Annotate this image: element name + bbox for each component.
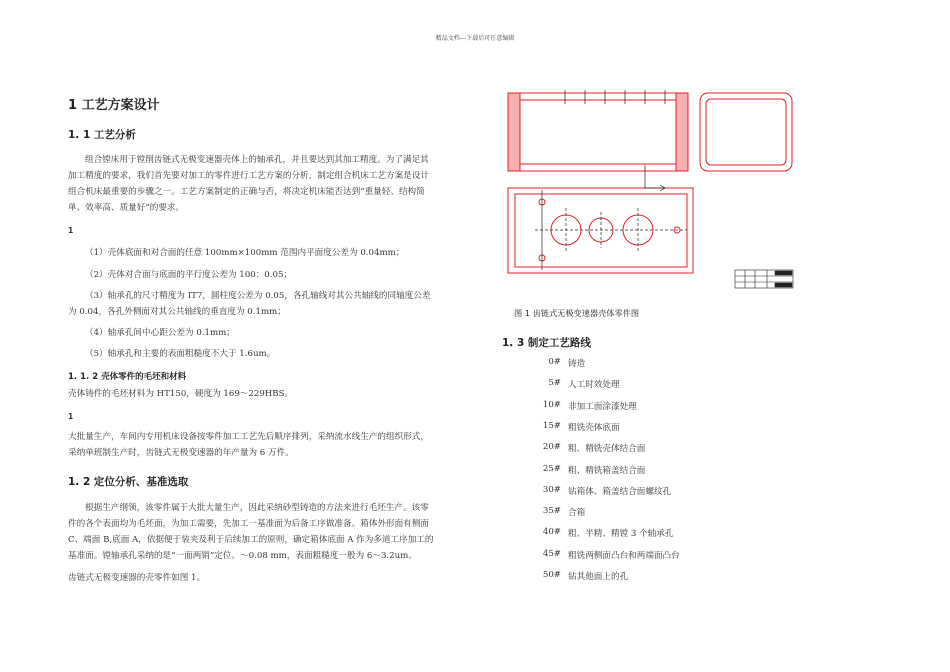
step-code: 5# — [548, 378, 561, 389]
process-step — [535, 378, 795, 398]
step-code: 25# — [542, 463, 561, 474]
process-step — [535, 442, 795, 462]
process-step — [535, 570, 795, 590]
process-step — [535, 357, 795, 377]
paragraph-line: 单、效率高、质量好”的要求。 — [68, 203, 185, 213]
process-step — [535, 464, 795, 484]
step-code: 10# — [542, 399, 561, 410]
process-step — [535, 400, 795, 420]
step-description: 铸造 — [568, 359, 586, 369]
part-drawing — [505, 90, 795, 290]
paragraph-line: 组合机床最重要的步骤之一。工艺方案制定的正确与否，将决定机床能否达到“重量轻、结构简 — [68, 187, 425, 197]
side-view-outline — [700, 93, 792, 171]
section-title: 1 工艺方案设计 — [68, 98, 160, 113]
page-header: 精品文档---下载后可任意编辑 — [435, 35, 515, 42]
step-code: 30# — [542, 484, 561, 495]
paragraph-line: 加工精度的要求，我们首先要对加工的零件进行工艺方案的分析，制定组合机床工艺方案是设计 — [68, 171, 429, 181]
positioning-paragraph: 件的各个表面均为毛坯面，为加工需要，先加工一基准面为后备工序做准备。箱体外形面有侧面 — [68, 519, 429, 529]
process-step — [535, 527, 795, 547]
process-step — [535, 506, 795, 526]
step-code: 35# — [542, 506, 561, 517]
requirement-item-cont: 为 0.04，各孔外侧面对其公共轴线的垂直度为 0.1mm； — [68, 307, 286, 317]
step-description: 粗铣壳体底面 — [568, 422, 620, 433]
positioning-paragraph: 根据生产纲领，该零件属于大批大量生产，因此采纳砂型铸造的方法来进行毛坯生产。该零 — [85, 503, 429, 513]
process-step — [535, 485, 795, 505]
marker: 1 — [68, 226, 74, 235]
batch-paragraph: 大批量生产，车间内专用机床设备按零件加工工艺先后顺序排列，采纳流水线生产的组织形式， — [68, 432, 429, 442]
marker: 1 — [68, 412, 74, 421]
step-description: 粗、半精、精镗 3 个轴承孔 — [568, 529, 674, 540]
requirement-item: （2）壳体对合面与底面的平行度公差为 100：0.05； — [85, 270, 293, 280]
step-description: 粗、精铣箱盖结合面 — [568, 465, 646, 476]
requirement-item: （4）轴承孔间中心距公差为 0.1mm； — [85, 328, 235, 338]
requirement-item: （3）轴承孔的尺寸精度为 IT7，圆柱度公差为 0.05，各孔轴线对其公共轴线的同轴度公差 — [85, 291, 431, 301]
bottom-view-outline — [508, 188, 693, 273]
process-step — [535, 421, 795, 441]
figure-caption: 图 1 齿链式无极变速器壳体零件图 — [514, 308, 640, 318]
subsection-title-1-1-2: 1. 1. 2 壳体零件的毛坯和材料 — [68, 372, 187, 382]
step-description: 合箱 — [568, 508, 586, 519]
step-description: 人工时效处理 — [568, 380, 620, 391]
paragraph-line: 组合镗床用于镗削齿链式无极变速器壳体上的轴承孔，并且要达到其加工精度。为了满足其 — [85, 155, 429, 165]
batch-paragraph: 采纳单班制生产时，齿链式无极变速器的年产量为 6 万件。 — [68, 448, 294, 458]
subsection-title-1-2: 1. 2 定位分析、基准选取 — [68, 476, 189, 488]
step-code: 20# — [542, 442, 561, 453]
step-code: 50# — [542, 570, 561, 580]
positioning-paragraph: 基准面。镗轴承孔采纳的是“一面两销”定位。～0.08 mm，表面粗糙度一般为 6～3.2um。 — [68, 551, 417, 561]
step-code: 0# — [548, 357, 561, 367]
step-description: 钻箱体、箱盖结合面螺纹孔 — [568, 486, 672, 497]
step-code: 40# — [542, 527, 561, 538]
positioning-paragraph: C、端面 B,底面 A，依据便于装夹及利于后续加工的原则，确定箱体底面 A 作为多道工序加工的 — [68, 535, 434, 545]
requirement-item: （5）轴承孔和主要的表面粗糙度不大于 1.6um。 — [85, 349, 276, 359]
requirement-item: （1）壳体底面和对合面的任意 100mm×100mm 范围内平面度公差为 0.04mm； — [85, 248, 405, 258]
step-code: 45# — [542, 548, 561, 559]
figure-reference: 齿链式无极变速器的壳零件如图 1。 — [68, 573, 206, 583]
step-code: 15# — [542, 420, 561, 431]
step-description: 粗铣两侧面凸台和两端面凸台 — [568, 550, 680, 561]
step-description: 粗、精铣壳体结合面 — [568, 444, 646, 455]
top-view-outline — [508, 93, 688, 171]
process-route-title: 1. 3 制定工艺路线 — [502, 337, 591, 349]
title-block — [735, 270, 793, 288]
process-step — [535, 549, 795, 569]
step-description: 非加工面涂漆处理 — [568, 401, 637, 412]
step-description: 钻其他面上的孔 — [568, 572, 629, 582]
material-paragraph: 壳体铸件的毛坯材料为 HT150，硬度为 169～229HBS。 — [68, 389, 294, 399]
subsection-title-1-1: 1. 1 工艺分析 — [68, 129, 136, 141]
